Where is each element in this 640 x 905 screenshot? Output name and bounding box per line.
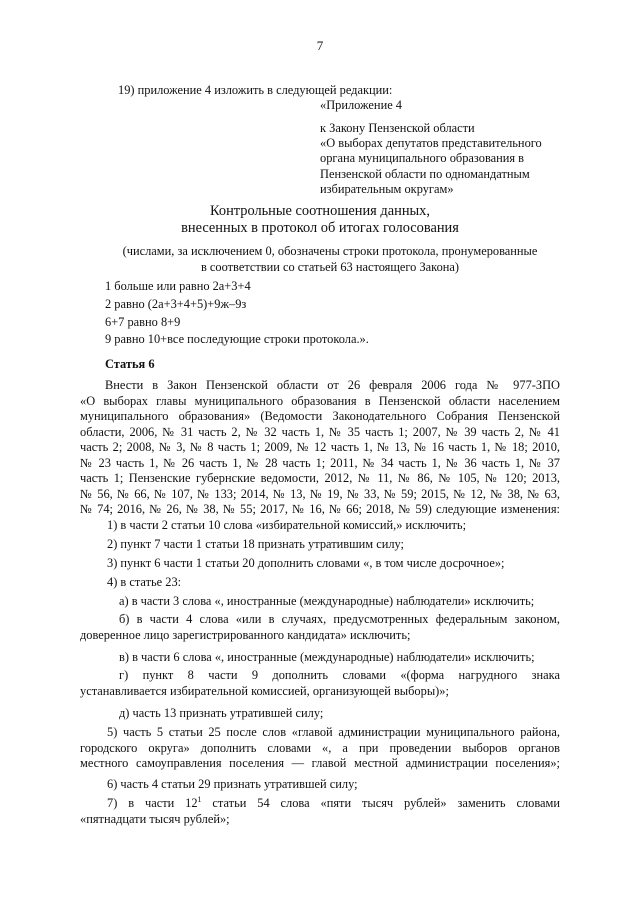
- item-7: [80, 796, 560, 827]
- item-line: городского округа» дополнить словами «, а при проведении выборов органов: [80, 740, 560, 755]
- item-4a: а) в части 3 слова «, иностранные (международные) наблюдатели» исключить;: [119, 594, 535, 608]
- appendix-line: Пензенской области по одномандатным: [320, 166, 530, 181]
- item-line: г) пункт 8 части 9 дополнить словами «(форма нагрудного знака: [119, 668, 560, 682]
- item-7-text: статьи 54 слова «пяти тысяч рублей» заменить словами: [201, 796, 560, 810]
- intro-line: № 56, № 66, № 107, № 133; 2014, № 13, № 19, № 33, № 59; 2015, № 12, № 38, № 63,: [80, 486, 560, 501]
- appendix-line: к Закону Пензенской области: [320, 121, 475, 135]
- article-heading: Статья 6: [105, 357, 155, 371]
- item-line: [80, 796, 560, 812]
- appendix-heading: [320, 98, 560, 113]
- item-4v: в) в части 6 слова «, иностранные (международные) наблюдатели» исключить;: [119, 650, 535, 664]
- ratio-2: 2 равно (2а+3+4+5)+9ж–9з: [105, 297, 247, 311]
- note-line: в соответствии со статьей 63 настоящего Закона): [200, 259, 460, 274]
- item-line: б) в части 4 слова «или в случаях, предусмотренных федеральным законом,: [119, 612, 560, 626]
- item-2: 2) пункт 7 части 1 статьи 18 признать утратившим силу;: [107, 537, 404, 551]
- item-4g: [80, 668, 560, 699]
- item-7-text: 7) в части 12: [107, 796, 198, 810]
- item-4b: [80, 612, 560, 643]
- item-line: доверенное лицо зарегистрированного кандидата» исключить;: [80, 627, 411, 642]
- intro-line: области, 2006, № 31 часть 2, № 32 часть 1, № 35 часть 1; 2007, № 39 часть 2, № 41: [80, 424, 560, 439]
- section-title: [0, 203, 640, 237]
- item-line: 5) часть 5 статьи 25 после слов «главой администрации муниципального района,: [107, 725, 560, 739]
- superscript: 1: [197, 794, 202, 804]
- item-4d: д) часть 13 признать утратившей силу;: [119, 706, 324, 720]
- appendix-line: избирательным округам»: [320, 181, 454, 196]
- intro-line: № 74; 2016, № 26, № 38, № 55; 2017, № 16, № 66; 2018, № 59) следующие изменения:: [80, 502, 560, 516]
- note-line: (числами, за исключением 0, обозначены строки протокола, пронумерованные: [122, 244, 538, 258]
- appendix-line: органа муниципального образования в: [320, 151, 525, 166]
- ratio-3: 6+7 равно 8+9: [105, 315, 181, 329]
- title-line: внесенных в протокол об итогах голосования: [181, 220, 459, 236]
- appendix-reference: [320, 121, 560, 197]
- item-4: 4) в статье 23:: [107, 575, 182, 589]
- item-line: местного самоуправления поселения — главой местной администрации поселения»;: [80, 756, 560, 770]
- item-line: «пятнадцати тысяч рублей»;: [80, 811, 230, 826]
- item-19: 19) приложение 4 изложить в следующей редакции:: [118, 83, 393, 97]
- item-3: 3) пункт 6 части 1 статьи 20 дополнить словами «, в том числе досрочное»;: [107, 556, 505, 570]
- article-intro: [80, 378, 560, 518]
- appendix-line: «О выборах депутатов представительного: [320, 136, 542, 151]
- intro-line: часть 1; Пензенские губернские ведомости, 2012, № 11, № 86, № 105, № 120; 2013,: [80, 471, 560, 485]
- item-6: 6) часть 4 статьи 29 признать утратившей силу;: [107, 777, 358, 791]
- intro-line: «О выборах главы муниципального образования в Пензенской области населением: [80, 393, 560, 408]
- title-line: Контрольные соотношения данных,: [210, 203, 430, 219]
- intro-line: часть 2; 2008, № 3, № 8 часть 1; 2009, № 12 часть 1, № 13, № 16 часть 1, № 18; 2010,: [80, 440, 560, 454]
- page-number: 7: [316, 38, 324, 53]
- intro-line: Внести в Закон Пензенской области от 26 февраля 2006 года № 977-ЗПО: [105, 378, 560, 392]
- title-note: [60, 244, 600, 275]
- item-line: устанавливается избирательной комиссией, организующей выборы)»;: [80, 683, 449, 698]
- intro-line: муниципального образования» (Ведомости Законодательного Собрания Пензенской: [80, 409, 560, 423]
- ratio-1: 1 больше или равно 2а+3+4: [105, 279, 251, 293]
- item-5: [80, 725, 560, 772]
- intro-line: № 23 часть 1, № 26 часть 1, № 28 часть 1; 2011, № 34 часть 1, № 36 часть 1, № 37: [80, 455, 560, 470]
- ratio-4: 9 равно 10+все последующие строки протокола.».: [105, 332, 369, 346]
- item-1: 1) в части 2 статьи 10 слова «избирательной комиссий,» исключить;: [107, 518, 467, 532]
- appendix-title: «Приложение 4: [320, 98, 402, 112]
